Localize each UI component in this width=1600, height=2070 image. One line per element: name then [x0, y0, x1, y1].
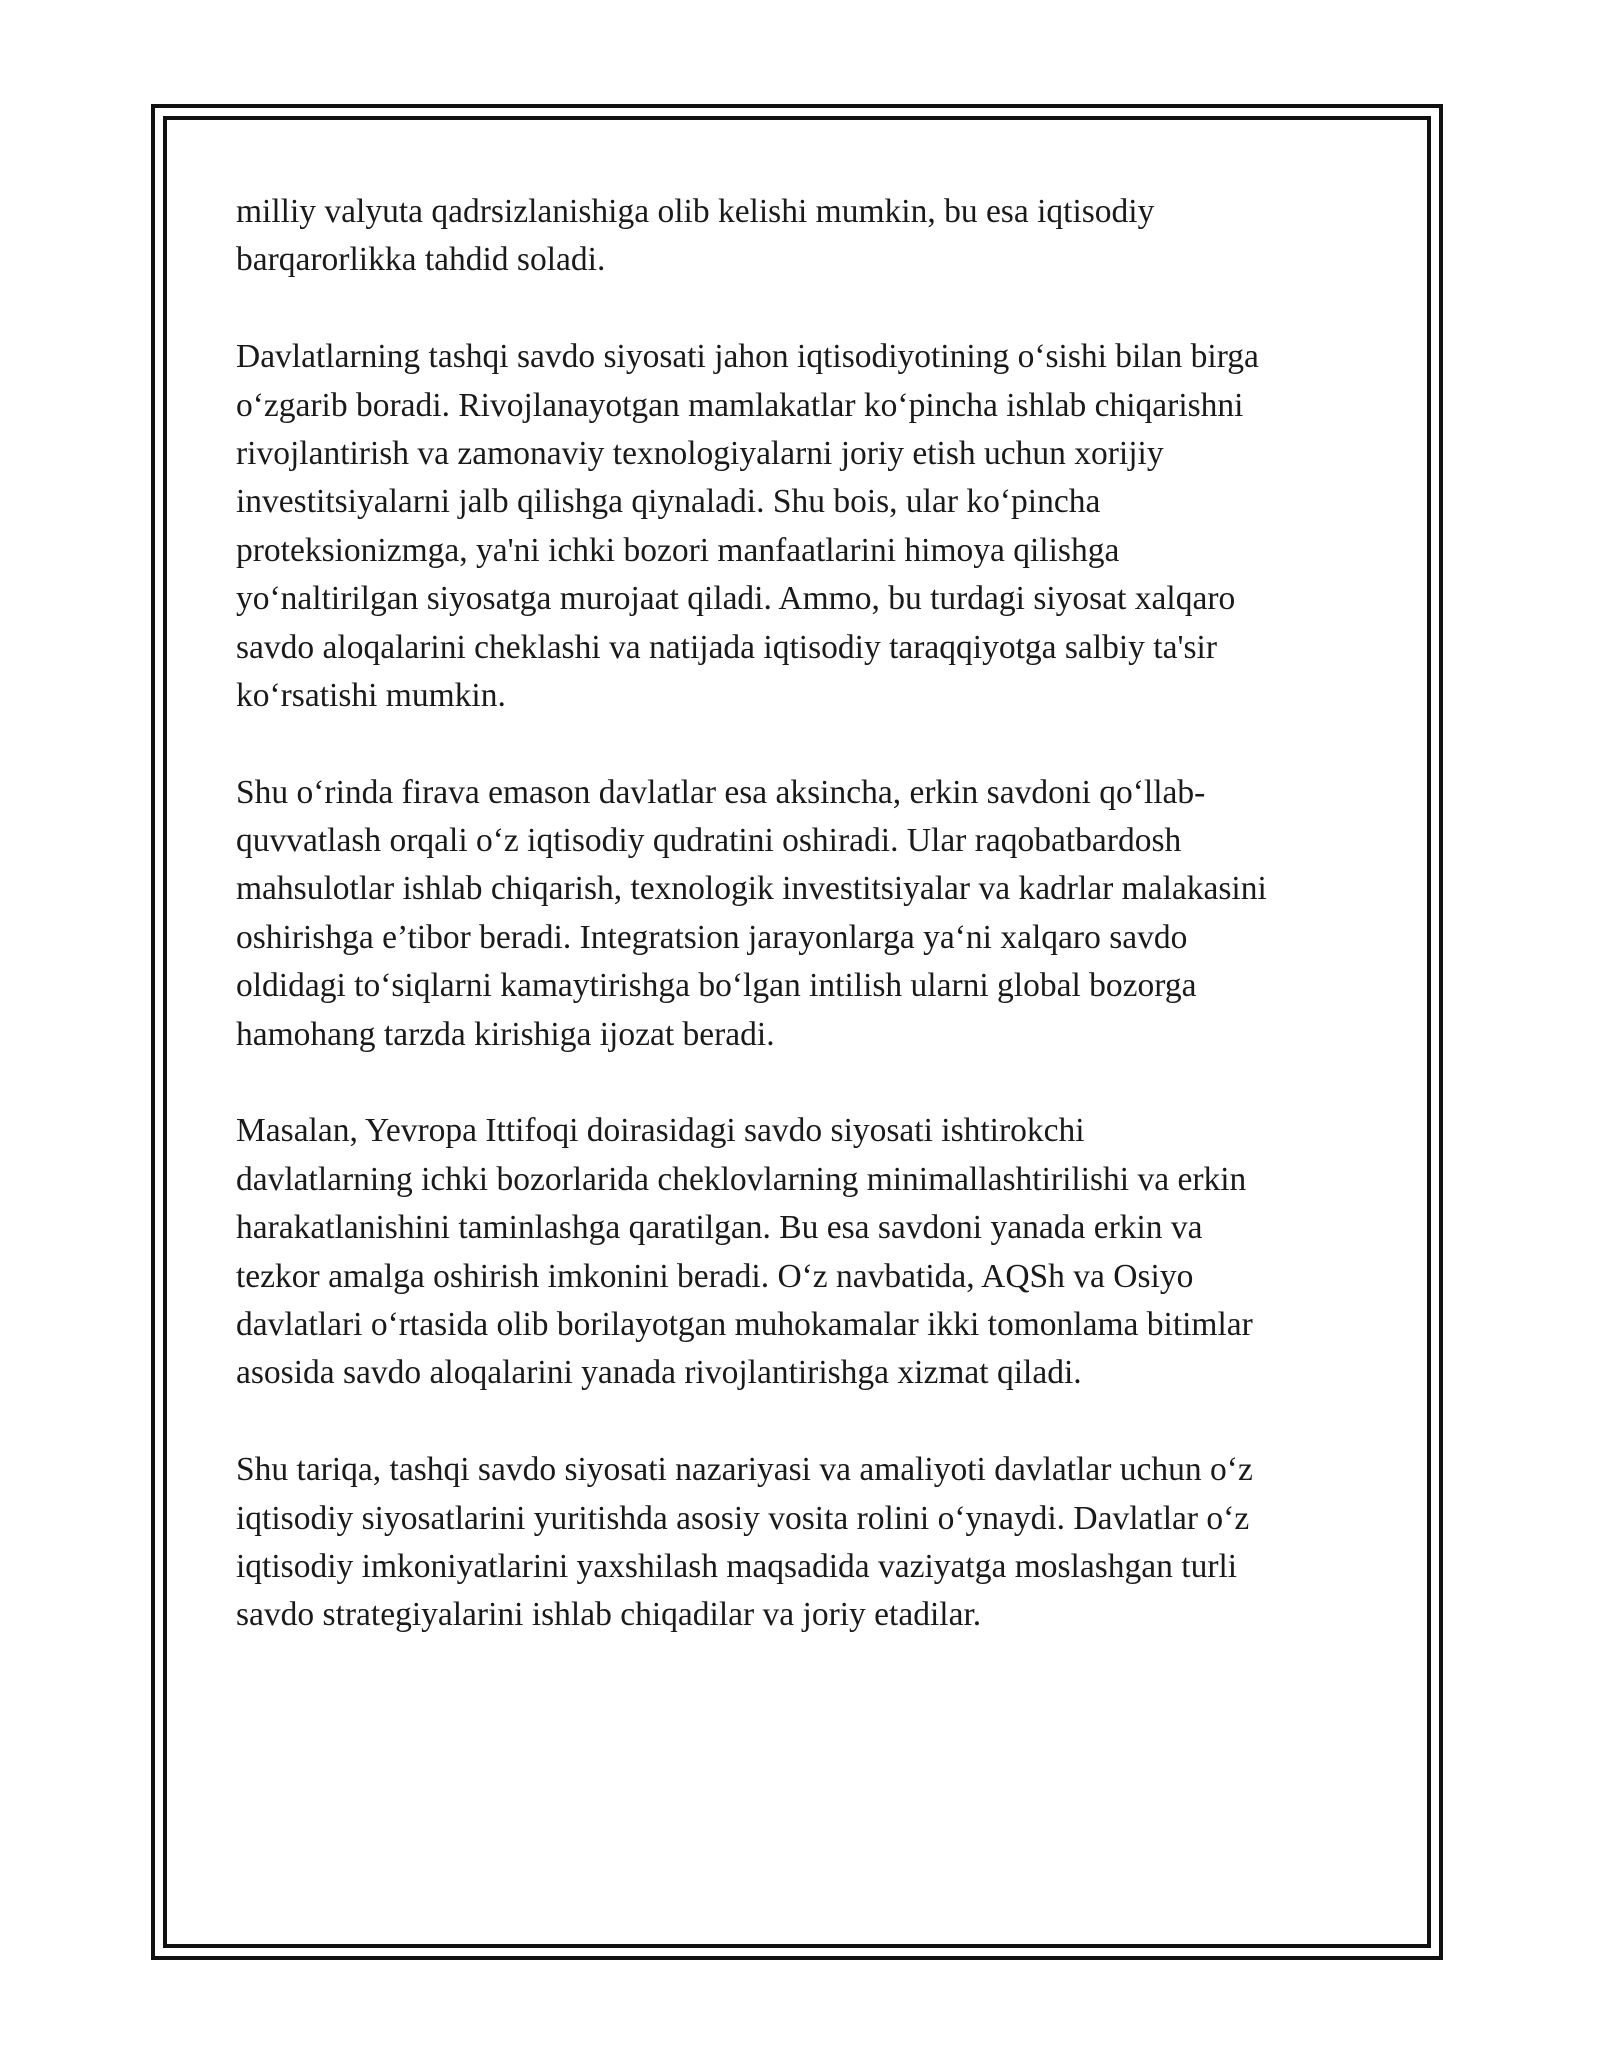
- text-line: proteksionizmga, ya'ni ichki bozori manfaatlarini himoya qilishga: [236, 531, 1120, 569]
- document-body: [236, 188, 1376, 1688]
- text-line: tezkor amalga oshirish imkonini beradi. O‘z navbatida, AQSh va Osiyo: [236, 1257, 1194, 1295]
- text-line: o‘zgarib boradi. Rivojlanayotgan mamlakatlar ko‘pincha ishlab chiqarishni: [236, 386, 1244, 424]
- text-line: Davlatlarning tashqi savdo siyosati jahon iqtisodiyotining o‘sishi bilan birga: [236, 338, 1259, 376]
- paragraph-4: [236, 1107, 1376, 1397]
- text-line: investitsiyalarni jalb qilishga qiynaladi. Shu bois, ular ko‘pincha: [236, 483, 1101, 521]
- text-line: quvvatlash orqali o‘z iqtisodiy qudratini oshiradi. Ular raqobatbardosh: [236, 822, 1182, 860]
- text-line: Shu o‘rinda firava emason davlatlar esa aksincha, erkin savdoni qo‘llab-: [236, 773, 1206, 811]
- text-line: iqtisodiy imkoniyatlarini yaxshilash maqsadida vaziyatga moslashgan turli: [236, 1547, 1238, 1585]
- text-line: mahsulotlar ishlab chiqarish, texnologik investitsiyalar va kadrlar malakasini: [236, 870, 1267, 908]
- text-line: milliy valyuta qadrsizlanishiga olib kelishi mumkin, bu esa iqtisodiy: [236, 193, 1155, 230]
- paragraph-1: [236, 188, 1376, 285]
- paragraph-5: [236, 1446, 1376, 1640]
- paragraph-2: [236, 333, 1376, 720]
- text-line: oshirishga e’tibor beradi. Integratsion jarayonlarga ya‘ni xalqaro savdo: [236, 918, 1188, 956]
- text-line: savdo strategiyalarini ishlab chiqadilar va joriy etadilar.: [236, 1596, 982, 1634]
- text-line: davlatlarning ichki bozorlarida cheklovlarning minimallashtirilishi va erkin: [236, 1160, 1247, 1198]
- text-line: Masalan, Yevropa Ittifoqi doirasidagi savdo siyosati ishtirokchi: [236, 1112, 1085, 1150]
- text-line: asosida savdo aloqalarini yanada rivojlantirishga xizmat qiladi.: [236, 1354, 1082, 1392]
- text-line: hamohang tarzda kirishiga ijozat beradi.: [236, 1015, 775, 1053]
- text-line: iqtisodiy siyosatlarini yuritishda asosiy vosita rolini o‘ynaydi. Davlatlar o‘z: [236, 1499, 1250, 1537]
- text-line: rivojlantirish va zamonaviy texnologiyalarni joriy etish uchun xorijiy: [236, 434, 1164, 472]
- text-line: savdo aloqalarini cheklashi va natijada iqtisodiy taraqqiyotga salbiy ta'sir: [236, 628, 1217, 666]
- text-line: davlatlari o‘rtasida olib borilayotgan muhokamalar ikki tomonlama bitimlar: [236, 1305, 1253, 1343]
- text-line: yo‘naltirilgan siyosatga murojaat qiladi. Ammo, bu turdagi siyosat xalqaro: [236, 580, 1236, 618]
- paragraph-3: [236, 769, 1376, 1059]
- text-line: barqarorlikka tahdid soladi.: [236, 241, 606, 279]
- text-line: ko‘rsatishi mumkin.: [236, 676, 506, 714]
- text-line: harakatlanishini taminlashga qaratilgan. Bu esa savdoni yanada erkin va: [236, 1209, 1203, 1247]
- text-line: oldidagi to‘siqlarni kamaytirishga bo‘lgan intilish ularni global bozorga: [236, 967, 1197, 1005]
- text-line: Shu tariqa, tashqi savdo siyosati nazariyasi va amaliyoti davlatlar uchun o‘z: [236, 1451, 1253, 1489]
